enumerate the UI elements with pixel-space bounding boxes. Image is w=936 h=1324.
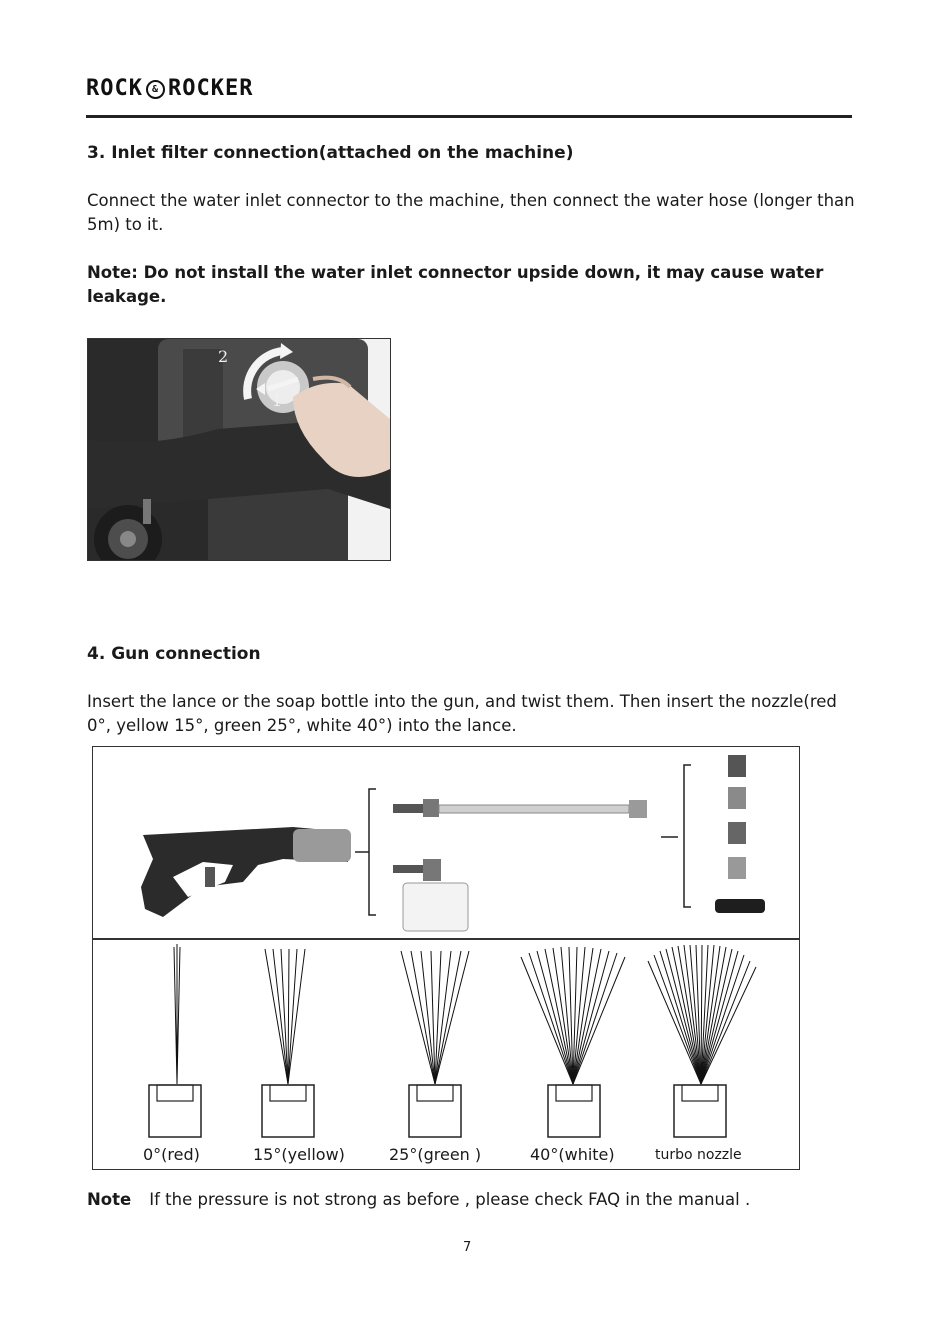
photo-step-1: 1 — [272, 391, 283, 410]
section3-body: Connect the water inlet connector to the machine, then connect the water hose (longer than 5m) to it. — [87, 191, 855, 234]
footer-note-text: If the pressure is not strong as before , please check FAQ in the manual . — [149, 1190, 751, 1209]
spray-turbo — [648, 945, 756, 1137]
section4-heading: 4. Gun connection — [87, 644, 261, 664]
footer-note — [87, 1190, 750, 1209]
nozzle-label-25: 25°(green ) — [389, 1145, 482, 1164]
section3-heading: 3. Inlet filter connection(attached on the machine) — [87, 143, 574, 163]
brand-right: ROCKER — [167, 76, 254, 101]
gun-assembly-illustration — [93, 747, 799, 938]
inlet-connector-photo — [87, 338, 391, 561]
nozzle-label-15: 15°(yellow) — [253, 1145, 345, 1164]
spray-40deg — [521, 947, 625, 1137]
header-rule — [86, 115, 852, 118]
nozzle-label-turbo: turbo nozzle — [655, 1147, 742, 1163]
inlet-photo-illustration — [88, 339, 390, 560]
spray-patterns — [93, 939, 799, 1169]
page-number: 7 — [463, 1240, 472, 1255]
brand-left: ROCK — [86, 76, 143, 101]
gun-connection-figure — [92, 746, 800, 1170]
spray-0deg — [149, 944, 201, 1137]
photo-step-2: 2 — [218, 347, 229, 366]
section4-body: Insert the lance or the soap bottle into the gun, and twist them. Then insert the nozzle(red 0°, yellow 15°, green 25°, white 40°) into the lance. — [87, 692, 837, 735]
nozzle-label-40: 40°(white) — [530, 1145, 615, 1164]
brand-logo — [86, 76, 253, 101]
spray-25deg — [401, 951, 469, 1137]
section3-note: Note: Do not install the water inlet connector upside down, it may cause water leakage. — [87, 263, 824, 306]
nozzle-label-0: 0°(red) — [143, 1145, 200, 1164]
footer-note-label: Note — [87, 1190, 132, 1209]
spray-15deg — [262, 949, 314, 1137]
brand-amp: & — [146, 80, 165, 99]
